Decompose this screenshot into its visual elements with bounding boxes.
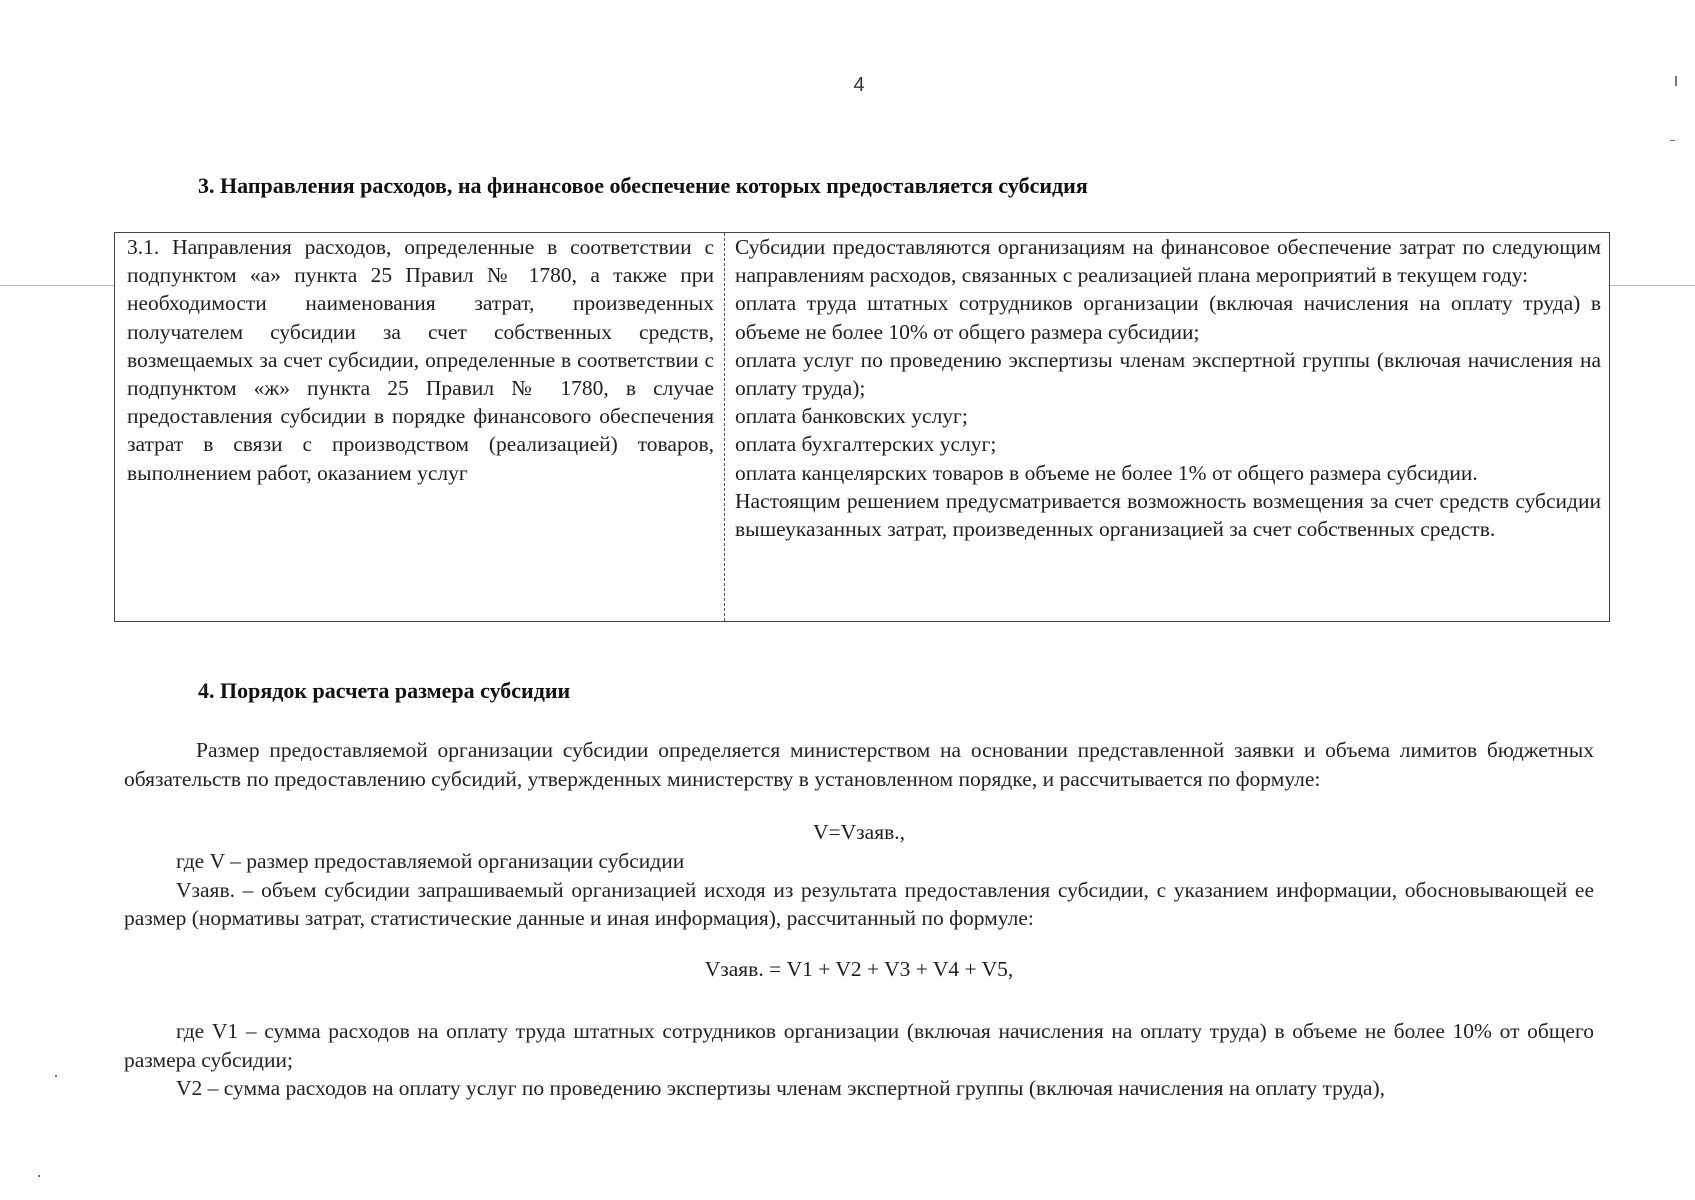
where-v2-text: V2 – сумма расходов на оплату услуг по проведению экспертизы членам экспертной группы (включая начисления на оплату труда), [176, 1076, 1385, 1100]
table-cell-left [115, 233, 725, 621]
section-4-paragraph [124, 736, 1594, 793]
scan-dash-line [1610, 285, 1695, 286]
table-right-line: оплата банковских услуг; [735, 404, 968, 429]
expense-directions-table [114, 232, 1610, 622]
subsidy-size-paragraph: Размер предоставляемой организации субсидии определяется министерством на основании представленной заявки и объема лимитов бюджетных обязательств по предоставлению субсидий, утвержденных министерству в установленном порядке, и рассчитывается по формуле: [124, 738, 1594, 791]
vzayav-definition: Vзаяв. – объем субсидии запрашиваемый организацией исходя из результата предоставления субсидии, с указанием информации, обосновывающей ее размер (нормативы затрат, статистические данные и иная информация), рассчитанный по формуле: [124, 877, 1594, 930]
where-v1-text: где V1 – сумма расходов на оплату труда штатных сотрудников организации (включая начисления на оплату труда) в объеме не более 10% от общего размера субсидии; [124, 1019, 1594, 1072]
table-cell-right [725, 233, 1609, 621]
table-right-line: Настоящим решением предусматривается возможность возмещения за счет средств субсидии вышеуказанных затрат, произведенных организацией за счет собственных средств. [735, 488, 1601, 542]
table-right-line: оплата бухгалтерских услуг; [735, 432, 997, 457]
scan-dash-line [0, 285, 114, 286]
table-cell-left-text: 3.1. Направления расходов, определенные в соответствии с подпунктом «а» пункта 25 Правил № 1780, а также при необходимости наименования затрат, произведенных получателем субсидии за счет собственных средств, возмещаемых за счет субсидии, определенные в соответствии с подпунктом «ж» пункта 25 Правил № 1780, в случае предоставления субсидии в порядке финансового обеспечения затрат в связи с производством (реализацией) товаров, выполнением работ, оказанием услуг [127, 235, 714, 485]
table-right-line: Субсидии предоставляются организациям на финансовое обеспечение затрат по следующим направлениям расходов, связанных с реализацией плана мероприятий в текущем году: [735, 235, 1601, 288]
definitions-block [124, 847, 1594, 933]
page-number: 4 [853, 74, 865, 96]
section-4-title: 4. Порядок расчета размера субсидии [198, 678, 571, 703]
formula-vzayav: Vзаяв. = V1 + V2 + V3 + V4 + V5, [704, 957, 1014, 981]
scan-mark [1675, 76, 1677, 86]
formula-v: V=Vзаяв., [812, 820, 905, 844]
scan-mark [55, 1075, 57, 1077]
table-right-line: оплата труда штатных сотрудников организации (включая начисления на оплату труда) в объеме не более 10% от общего размера субсидии; [735, 291, 1601, 344]
components-block [124, 1017, 1594, 1103]
scan-mark [1670, 140, 1675, 141]
table-right-line: оплата канцелярских товаров в объеме не более 1% от общего размера субсидии. [735, 460, 1478, 485]
scan-mark [38, 1175, 40, 1177]
where-v-text: где V – размер предоставляемой организации субсидии [176, 849, 685, 873]
section-3-title: 3. Направления расходов, на финансовое обеспечение которых предоставляется субсидия [198, 173, 1088, 198]
table-right-line: оплата услуг по проведению экспертизы членам экспертной группы (включая начисления на оплату труда); [735, 347, 1601, 401]
